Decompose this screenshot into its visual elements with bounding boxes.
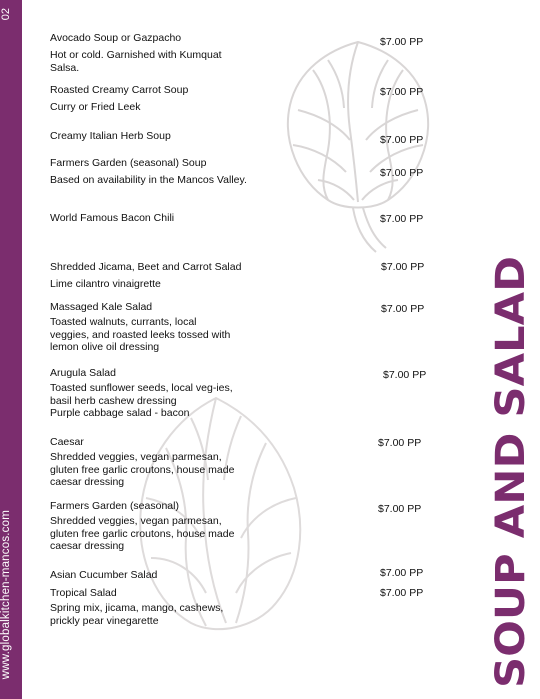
item-description: Based on availability in the Mancos Valley. bbox=[50, 174, 247, 186]
item-name: Shredded Jicama, Beet and Carrot Salad bbox=[50, 261, 242, 273]
item-name: Massaged Kale Salad bbox=[50, 301, 153, 313]
item-price: $7.00 PP bbox=[380, 567, 424, 579]
menu-item-italian-herb-soup bbox=[50, 130, 380, 143]
item-description: Hot or cold. Garnished with Kumquat Salsa. bbox=[50, 49, 222, 74]
item-name: Creamy Italian Herb Soup bbox=[50, 130, 171, 142]
item-price: $7.00 PP bbox=[381, 261, 425, 273]
website-url[interactable]: www.globalkitchen-mancos.com bbox=[0, 509, 12, 679]
section-title-text: SOUP AND SALAD bbox=[488, 288, 534, 688]
item-price: $7.00 PP bbox=[378, 503, 422, 515]
item-description: Spring mix, jicama, mango, cashews, prickly pear vinegarette bbox=[50, 602, 224, 627]
menu-item-carrot-soup bbox=[50, 84, 380, 114]
item-name: Tropical Salad bbox=[50, 587, 117, 599]
item-price: $7.00 PP bbox=[380, 213, 424, 225]
item-price: $7.00 PP bbox=[380, 134, 424, 146]
item-description: Shredded veggies, vegan parmesan, gluten free garlic croutons, house made caesar dressing bbox=[50, 515, 235, 552]
menu-item-kale-salad bbox=[50, 301, 380, 354]
item-price: $7.00 PP bbox=[380, 587, 424, 599]
item-description-extra: Purple cabbage salad - bacon bbox=[50, 407, 190, 419]
menu-item-asian-cucumber-salad bbox=[50, 569, 380, 582]
item-name: Farmers Garden (seasonal) Soup bbox=[50, 157, 207, 169]
item-price: $7.00 PP bbox=[381, 303, 425, 315]
item-name: Avocado Soup or Gazpacho bbox=[50, 32, 182, 44]
item-price: $7.00 PP bbox=[378, 437, 422, 449]
menu-item-arugula-salad bbox=[50, 367, 380, 420]
item-price: $7.00 PP bbox=[380, 167, 424, 179]
item-description: Shredded veggies, vegan parmesan, gluten free garlic croutons, house made caesar dressing bbox=[50, 451, 235, 488]
menu-item-farmers-garden-salad bbox=[50, 500, 380, 553]
item-name: Asian Cucumber Salad bbox=[50, 569, 158, 581]
item-name: Caesar bbox=[50, 436, 84, 448]
item-price: $7.00 PP bbox=[380, 36, 424, 48]
item-name: Arugula Salad bbox=[50, 367, 116, 379]
menu-item-farmers-garden-soup bbox=[50, 157, 380, 187]
menu-item-bacon-chili bbox=[50, 212, 380, 225]
item-name: Farmers Garden (seasonal) bbox=[50, 500, 179, 512]
item-description: Toasted sunflower seeds, local veg-ies, basil herb cashew dressing bbox=[50, 382, 233, 407]
item-description: Lime cilantro vinaigrette bbox=[50, 278, 161, 290]
menu-item-avocado-soup bbox=[50, 32, 380, 74]
item-price: $7.00 PP bbox=[383, 369, 427, 381]
item-name: World Famous Bacon Chili bbox=[50, 212, 175, 224]
item-name: Roasted Creamy Carrot Soup bbox=[50, 84, 189, 96]
menu-item-jicama-salad bbox=[50, 261, 380, 291]
section-title bbox=[484, 250, 540, 695]
menu-item-caesar-salad bbox=[50, 436, 380, 489]
page-number: 02 bbox=[0, 8, 12, 21]
item-description: Curry or Fried Leek bbox=[50, 101, 141, 113]
sidebar-strip bbox=[0, 0, 22, 699]
item-description: Toasted walnuts, currants, local veggies, and roasted leeks tossed with lemon olive oil dressing bbox=[50, 316, 231, 353]
menu-item-tropical-salad bbox=[50, 587, 380, 627]
item-price: $7.00 PP bbox=[380, 86, 424, 98]
